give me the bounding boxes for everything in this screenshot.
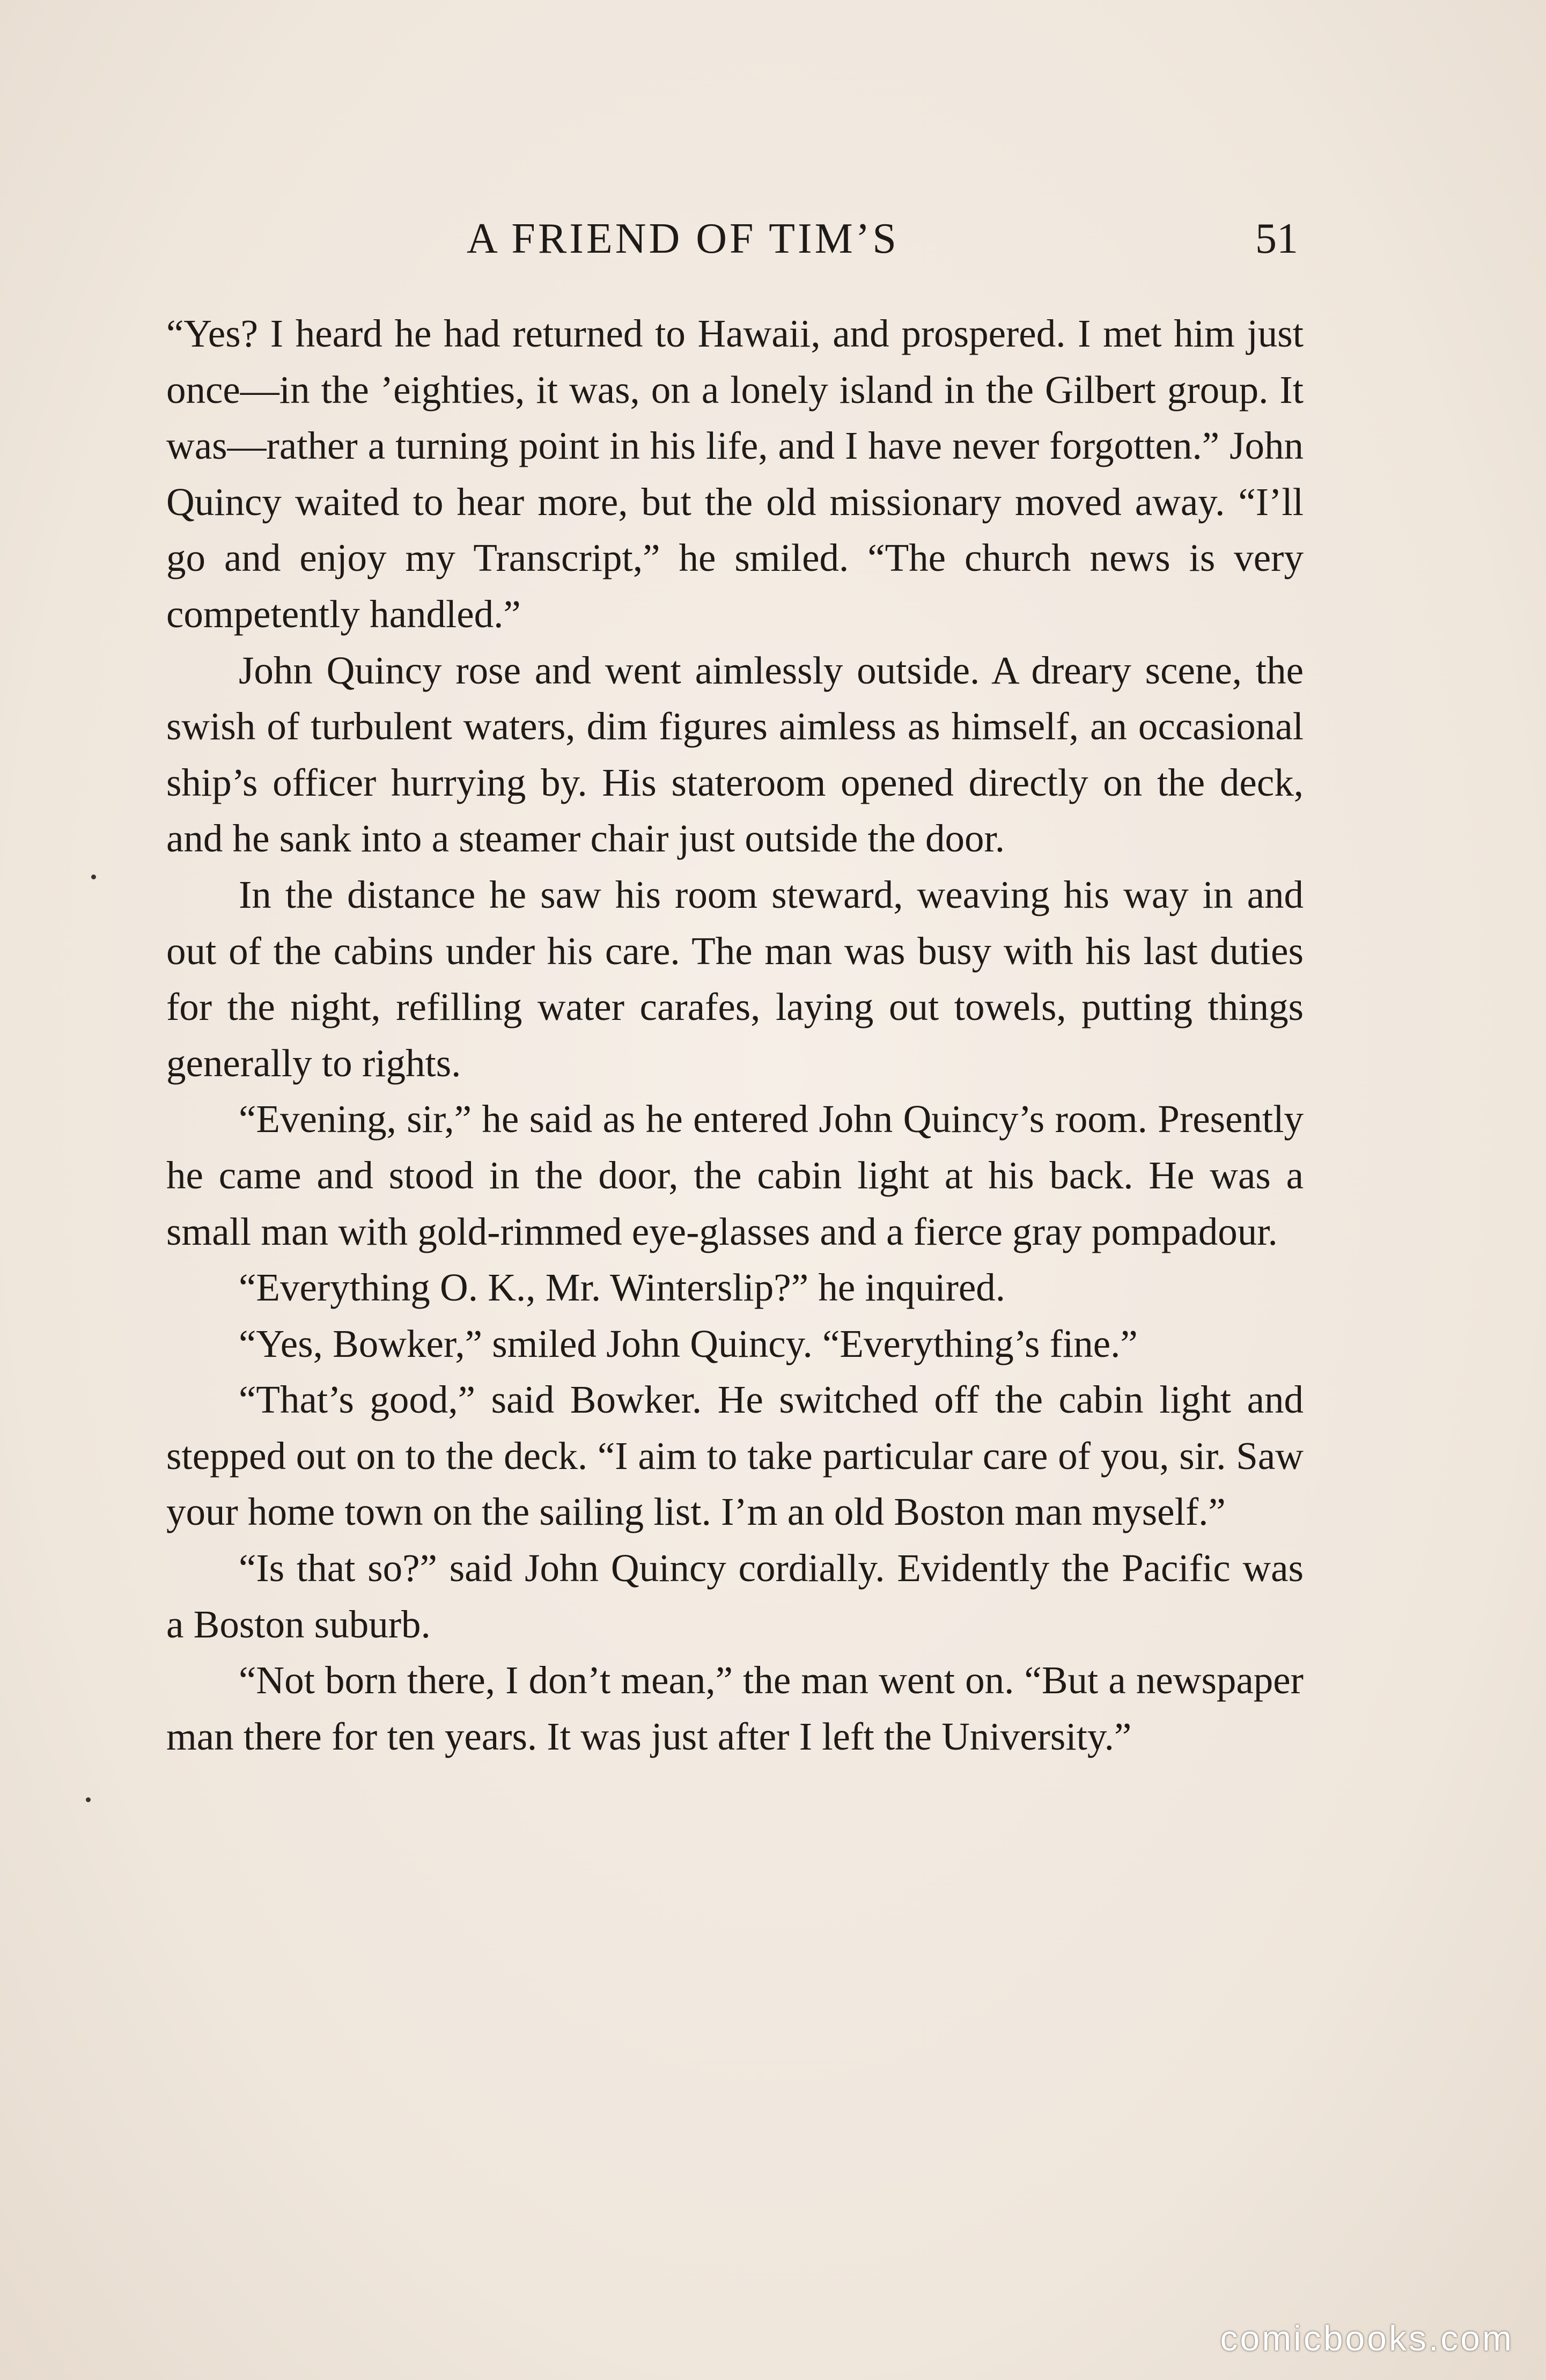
page-header xyxy=(166,207,1304,271)
paragraph: In the distance he saw his room steward, weaving his way in and out of the cabins under his care. The man was busy with his last duties for the night, refilling water carafes, laying out towels, putting things generally to rights. xyxy=(166,872,1304,1085)
paragraph: John Quincy rose and went aimlessly outside. A dreary scene, the swish of turbulent waters, dim figures aimless as himself, an occasional ship’s officer hurrying by. His stateroom opened directly on the deck, and he sank into a steamer chair just outside the door. xyxy=(166,648,1304,861)
paragraph: “Is that so?” said John Quincy cordially. Evidently the Pacific was a Boston suburb. xyxy=(166,1546,1304,1646)
running-title: A FRIEND OF TIM’S xyxy=(467,215,899,262)
paragraph: “Not born there, I don’t mean,” the man went on. “But a newspaper man there for ten years. It was just after I left the University.” xyxy=(166,1658,1304,1758)
paragraph: “Everything O. K., Mr. Winterslip?” he inquired. xyxy=(239,1266,1006,1310)
paragraph: “Evening, sir,” he said as he entered John Quincy’s room. Presently he came and stood in the door, the cabin light at his back. He was a small man with gold-rimmed eye-glasses and a fierce gray pompadour. xyxy=(166,1097,1304,1253)
paragraph: “That’s good,” said Bowker. He switched off the cabin light and stepped out on to the deck. “I aim to take particular care of you, sir. Saw your home town on the sailing list. I’m an old Boston man myself.” xyxy=(166,1378,1304,1534)
paper-speck xyxy=(86,1797,91,1802)
paragraph: “Yes, Bowker,” smiled John Quincy. “Everything’s fine.” xyxy=(239,1321,1138,1365)
body-text xyxy=(166,306,1304,1765)
watermark: comicbooks.com xyxy=(1220,2318,1514,2358)
paper-speck xyxy=(91,875,96,879)
page-number: 51 xyxy=(1255,215,1298,262)
paragraph: “Yes? I heard he had returned to Hawaii, and prospered. I met him just once—in the ’eighties, it was, on a lonely island in the Gilbert group. It was—rather a turning point in his life, and I have never forgotten.” John Quincy waited to hear more, but the old missionary moved away. “I’ll go and enjoy my Transcript,” he smiled. “The church news is very competently handled.” xyxy=(166,312,1304,636)
